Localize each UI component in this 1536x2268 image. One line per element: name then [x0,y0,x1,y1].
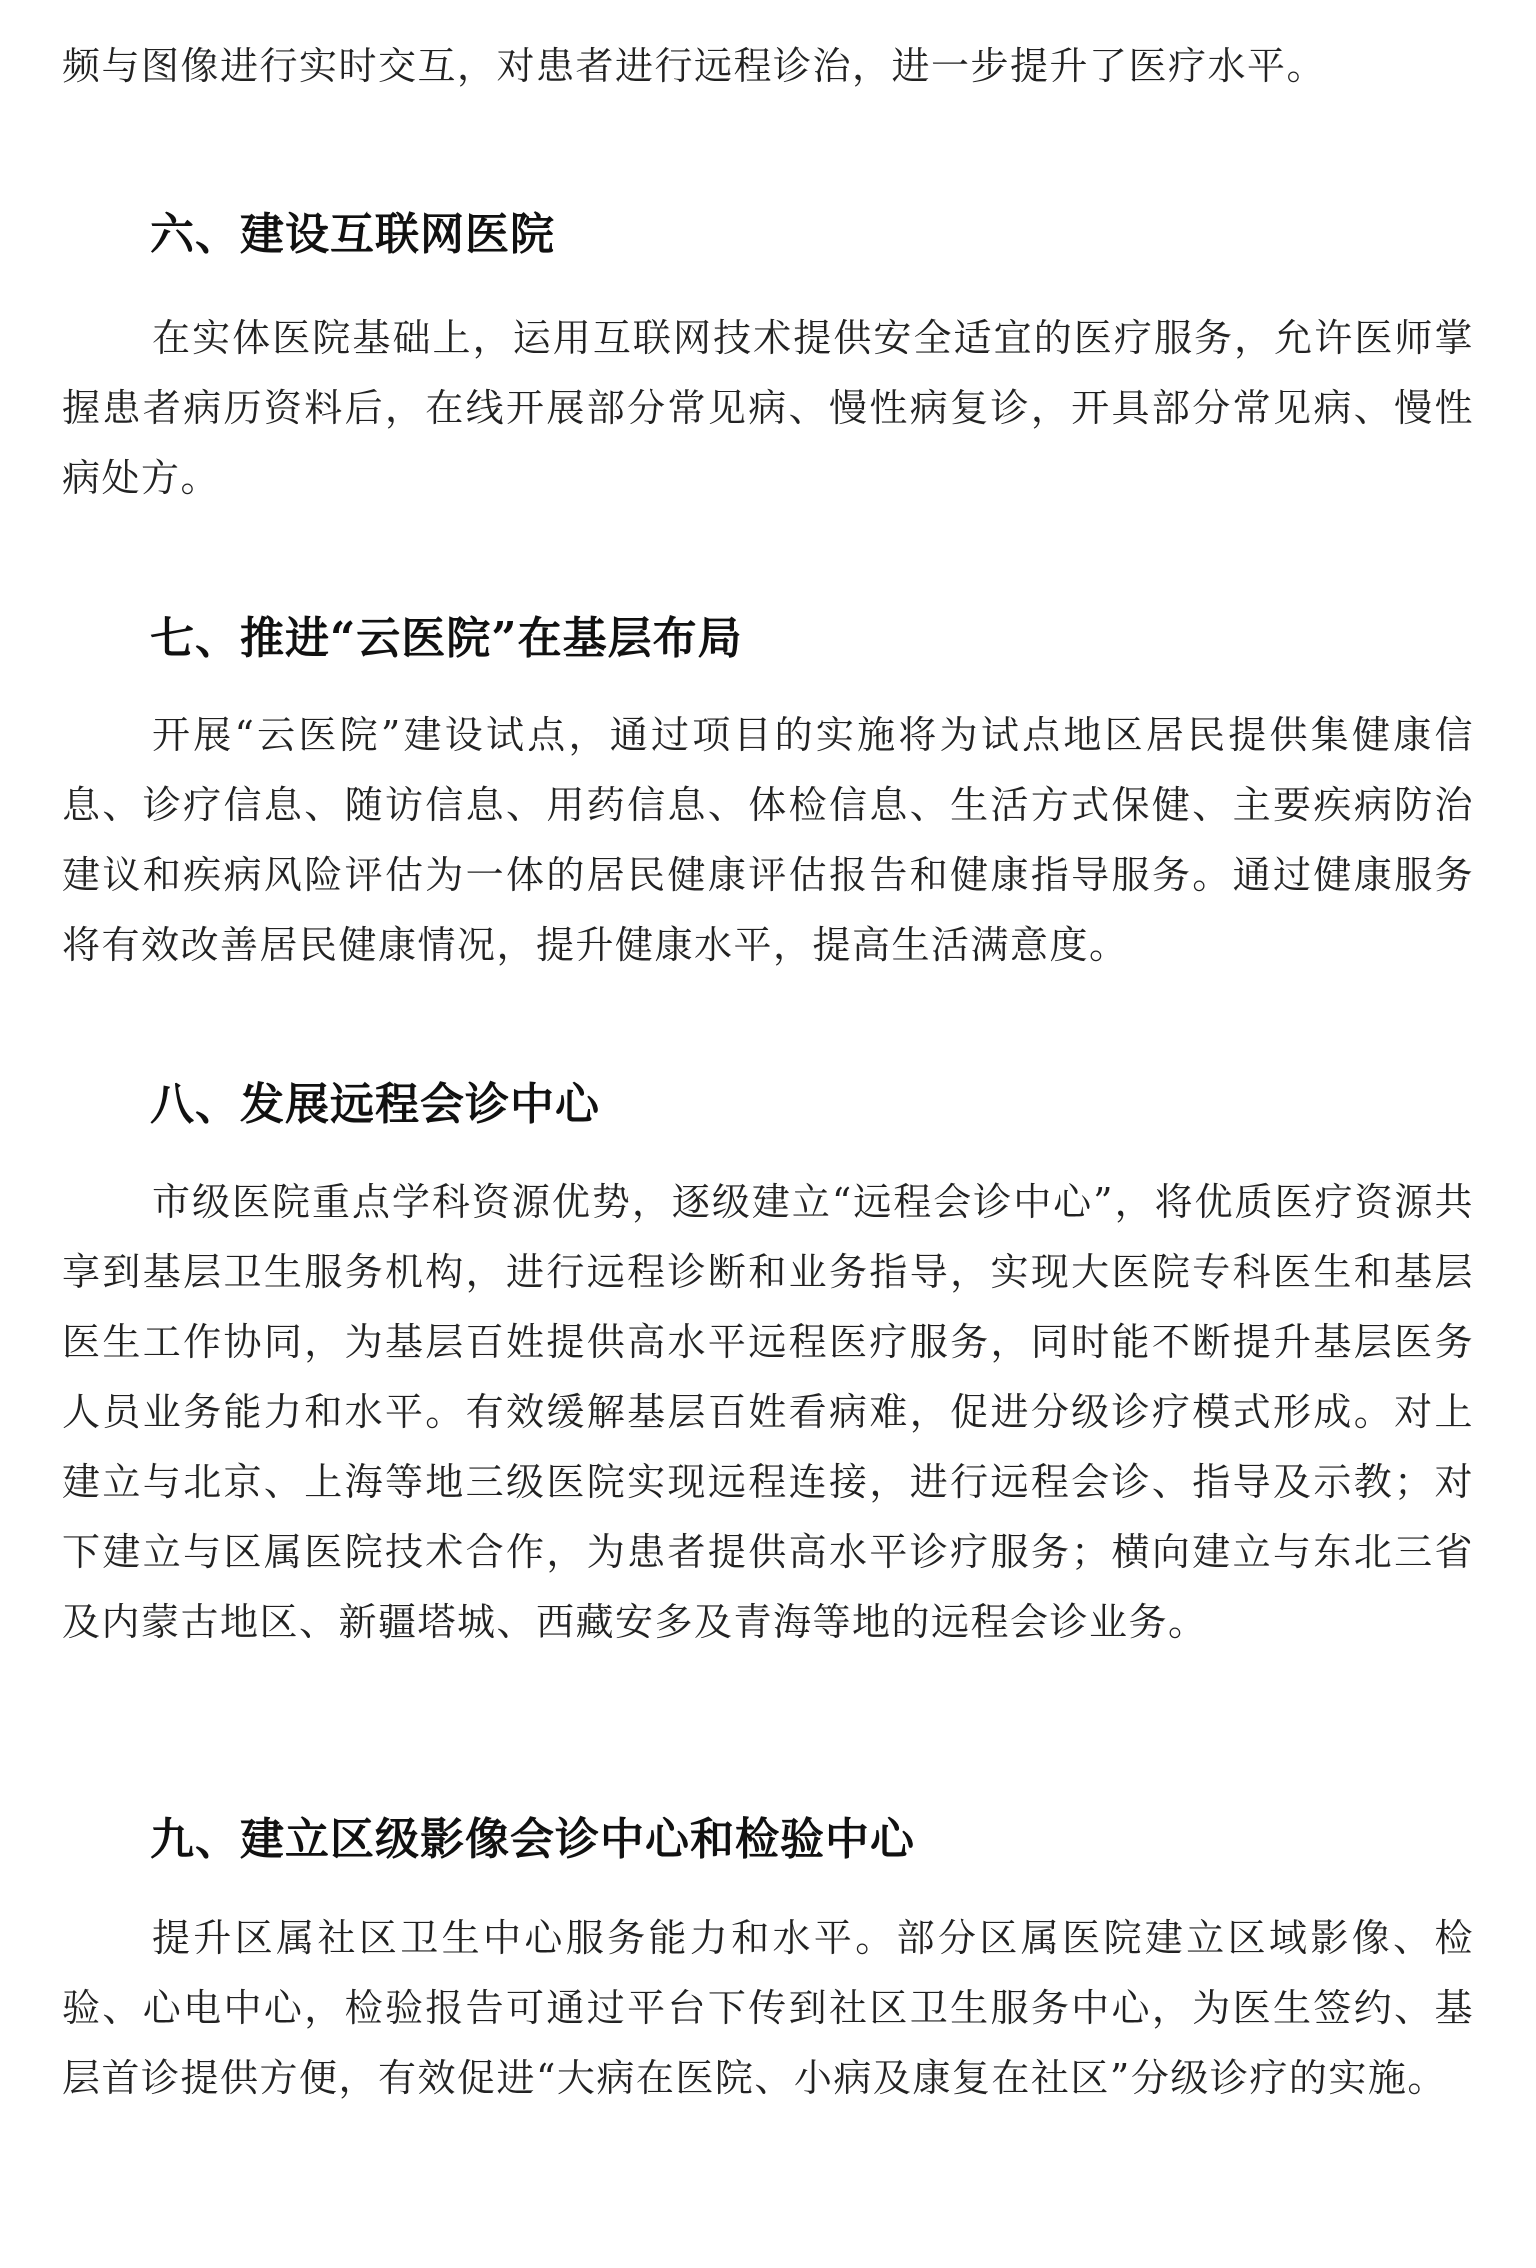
paragraph-cloud-hospital: 开展“云医院”建设试点，通过项目的实施将为试点地区居民提供集健康信息、诊疗信息、随访信息、用药信息、体检信息、生活方式保健、主要疾病防治建议和疾病风险评估为一体的居民健康评估报告和健康指导服务。通过健康服务将有效改善居民健康情况，提升健康水平，提高生活满意度。 [62,713,1474,967]
section-heading-cloud-hospital: 七、推进“云医院”在基层布局 [150,613,743,664]
section-heading-internet-hospital: 六、建设互联网医院 [150,209,555,260]
paragraph-remote-consultation: 市级医院重点学科资源优势，逐级建立“远程会诊中心”，将优质医疗资源共享到基层卫生服务机构，进行远程诊断和业务指导，实现大医院专科医生和基层医生工作协同，为基层百姓提供高水平远程医疗服务，同时能不断提升基层医务人员业务能力和水平。有效缓解基层百姓看病难，促进分级诊疗模式形成。对上建立与北京、上海等地三级医院实现远程连接，进行远程会诊、指导及示教；对下建立与区属医院技术合作，为患者提供高水平诊疗服务；横向建立与东北三省及内蒙古地区、新疆塔城、西藏安多及青海等地的远程会诊业务。 [62,1180,1474,1644]
section-heading-remote-consultation: 八、发展远程会诊中心 [150,1079,600,1130]
paragraph-continuation: 频与图像进行实时交互，对患者进行远程诊治，进一步提升了医疗水平。 [62,44,1327,88]
section-heading-imaging-lab-center: 九、建立区级影像会诊中心和检验中心 [150,1814,915,1865]
paragraph-internet-hospital: 在实体医院基础上，运用互联网技术提供安全适宜的医疗服务，允许医师掌握患者病历资料后，在线开展部分常见病、慢性病复诊，开具部分常见病、慢性病处方。 [62,316,1474,500]
paragraph-imaging-lab-center: 提升区属社区卫生中心服务能力和水平。部分区属医院建立区域影像、检验、心电中心，检验报告可通过平台下传到社区卫生服务中心，为医生签约、基层首诊提供方便，有效促进“大病在医院、小病及康复在社区”分级诊疗的实施。 [62,1916,1474,2100]
